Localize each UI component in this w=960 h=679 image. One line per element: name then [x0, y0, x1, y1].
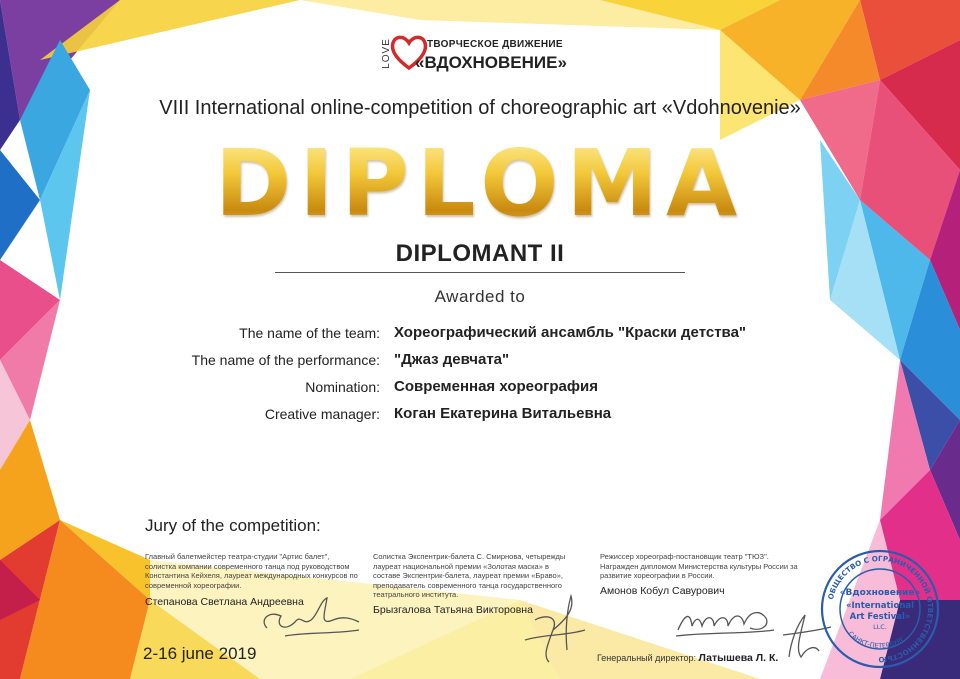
competition-dates: 2-16 june 2019: [143, 644, 257, 663]
diploma-title: DIPLOMA: [0, 130, 960, 237]
jury-1-signature: [255, 592, 365, 642]
director-name: Латышева Л. К.: [698, 652, 779, 664]
jury-2-name: Брызгалова Татьяна Викторовна: [373, 604, 533, 616]
director-line: [597, 652, 778, 664]
stamp-line-2: «International: [845, 601, 915, 611]
performance-name-label: The name of the performance:: [191, 352, 380, 368]
logo-line-2: «ВДОХНОВЕНИЕ»: [415, 53, 567, 72]
jury-3-description: Режиссер хореограф-постановщик театр "ТЮЗ". Награжден дипломом Министерства культуры России за развитие хореографии в России.: [600, 552, 798, 580]
divider-line: [275, 272, 685, 273]
director-label: Генеральный директор:: [597, 653, 697, 663]
jury-3-name: Амонов Кобул Савурович: [600, 585, 725, 597]
stamp-line-4: LLC.: [873, 623, 887, 631]
performance-name-value: "Джаз девчата": [394, 351, 510, 368]
stamp-line-3: Art Festival»: [849, 612, 911, 622]
jury-1-description: Главный балетмейстер театра-студии "Артис балет", солистка компании современного танца под руководством Константина Кейхеля, лауреат международных конкурсов по современной хореографии.: [145, 552, 358, 590]
creative-manager-label: Creative manager:: [264, 406, 380, 422]
logo-love-text: LOVE: [380, 38, 392, 69]
creative-manager-value: Коган Екатерина Витальевна: [394, 405, 612, 422]
logo-line-1: ТВОРЧЕСКОЕ ДВИЖЕНИЕ: [427, 39, 563, 50]
organization-stamp: [818, 547, 942, 671]
jury-3-signature: [670, 596, 780, 646]
awarded-to-label: Awarded to: [434, 287, 526, 306]
competition-subtitle: VIII International online-competition of choreographic art «Vdohnovenie»: [159, 97, 801, 119]
jury-2-description: Солистка Экспентрик-балета С. Смирнова, четырежды лауреат национальной премии «Золотая маска» в составе Экспентрик-балета, лауреат премии «Браво», преподаватель современного танца государственного театрального института.: [373, 552, 566, 599]
stamp-city: САНКТ-ПЕТЕРБУРГ: [846, 629, 907, 650]
team-name-label: The name of the team:: [239, 325, 380, 341]
stamp-ring-text: ОБЩЕСТВО С ОГРАНИЧЕННОЙ ОТВЕТСТВЕННОСТЬЮ: [825, 553, 936, 665]
jury-2-signature: [515, 590, 595, 670]
stamp-line-1: «Вдохновение»: [839, 588, 921, 598]
nomination-label: Nomination:: [305, 379, 380, 395]
svg-text:САНКТ-ПЕТЕРБУРГ: [847, 630, 906, 650]
organization-logo: [375, 30, 595, 80]
award-level: DIPLOMANT II: [395, 240, 565, 267]
jury-1-name: Степанова Светлана Андреевна: [145, 596, 304, 608]
nomination-value: Современная хореография: [394, 378, 598, 395]
team-name-value: Хореографический ансамбль "Краски детства": [394, 324, 747, 341]
jury-heading: Jury of the competition:: [145, 516, 321, 535]
